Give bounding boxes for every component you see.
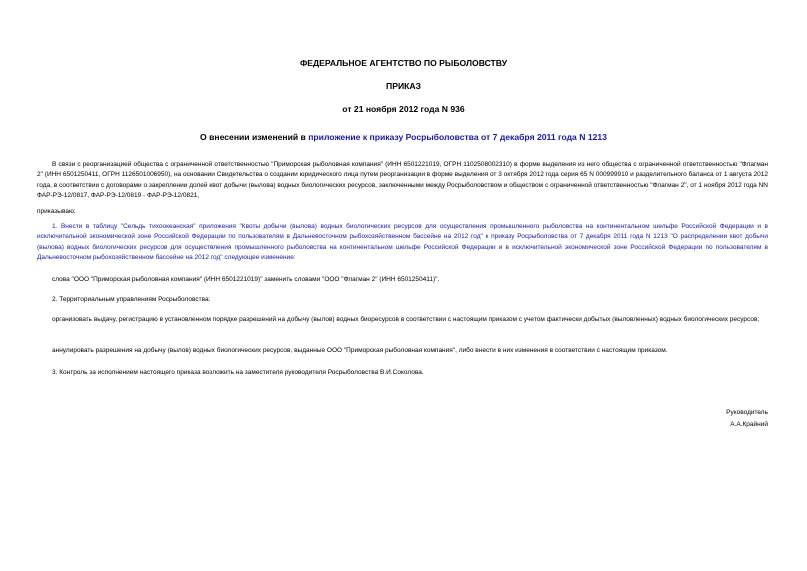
signature-position: Руководитель bbox=[726, 409, 768, 416]
document-date-number: от 21 ноября 2012 года N 936 bbox=[342, 104, 465, 114]
document-title bbox=[0, 132, 807, 143]
signature-name: А.А.Крайний bbox=[730, 421, 768, 428]
title-link[interactable]: приложение к приказу Росрыболовства от 7 декабря 2011 года N 1213 bbox=[308, 132, 607, 142]
document-type: ПРИКАЗ bbox=[386, 81, 421, 91]
item-1-paragraph[interactable]: 1. Внести в таблицу "Сельдь тихоокеанская" приложения "Квоты добычи (вылова) водных биологических ресурсов для осуществления промышленного рыболовства на континентальном шельфе Российской Федерации и в исключительной экономической зоне Российской Федерации по пользователям в Дальневосточном рыбохозяйственном бассейне на 2012 год" к приказу Росрыболовства от 7 декабря 2011 года N 1213 "О распределении квот добычи (вылова) водных биологических ресурсов для осуществления промышленного рыболовства на континентальном шельфе Российской Федерации и в исключительной экономической зоне Российской Федерации по пользователям в Дальневосточном рыбохозяйственном бассейне на 2012 год" следующее изменение: bbox=[37, 223, 768, 262]
item-3-paragraph: 3. Контроль за исполнением настоящего приказа возложить на заместителя руководителя Росрыболовства В.И.Соколова. bbox=[52, 369, 424, 376]
item-2-paragraph: 2. Территориальным управлениям Росрыболовства: bbox=[52, 296, 211, 303]
preamble-paragraph: В связи с реорганизацией общества с ограниченной ответственностью "Приморская рыболовная компания" (ИНН 6501221019, ОГРН 1102508002310) в форме выделения из него общества с ограниченной ответственностью "Флагман 2" (ИНН 6501250411, ОГРН 1126501006950), на основании Свидетельства о создании юридического лица путем реорганизации в форме выделения от 3 октября 2012 года серия 65 N 000999910 и разделительного баланса от 1 августа 2012 года, в соответствии с договорами о закреплении долей квот добычи (вылова) водных биологических ресурсов, заключенными между Росрыболовством и обществом с ограниченной ответственностью "Флагман 2", от 1 ноября 2012 года NN ФАР-РЭ-12/0817, ФАР-РЭ-12/0819 - ФАР-РЭ-12/0821, bbox=[37, 161, 768, 200]
title-prefix: О внесении изменений в bbox=[200, 132, 309, 142]
order-word: приказываю: bbox=[37, 208, 76, 215]
item-2a-paragraph: организовать выдачу, регистрацию в установленном порядке разрешений на добычу (вылов) водных биоресурсов в соответствии с настоящим приказом с учетом фактически добытых (выловленных) водных биологических ресурсов; bbox=[52, 316, 760, 323]
replace-words-paragraph: слова "ООО "Приморская рыболовная компания" (ИНН 6501221019)" заменить словами "ООО "Флагман 2" (ИНН 6501250411)". bbox=[52, 276, 440, 283]
agency-name: ФЕДЕРАЛЬНОЕ АГЕНТСТВО ПО РЫБОЛОВСТВУ bbox=[299, 58, 508, 68]
item-2b-paragraph: аннулировать разрешения на добычу (вылов) водных биологических ресурсов, выданные ООО "Приморская рыболовная компания", либо внести в них изменения в соответствии с настоящим приказом. bbox=[52, 347, 668, 354]
